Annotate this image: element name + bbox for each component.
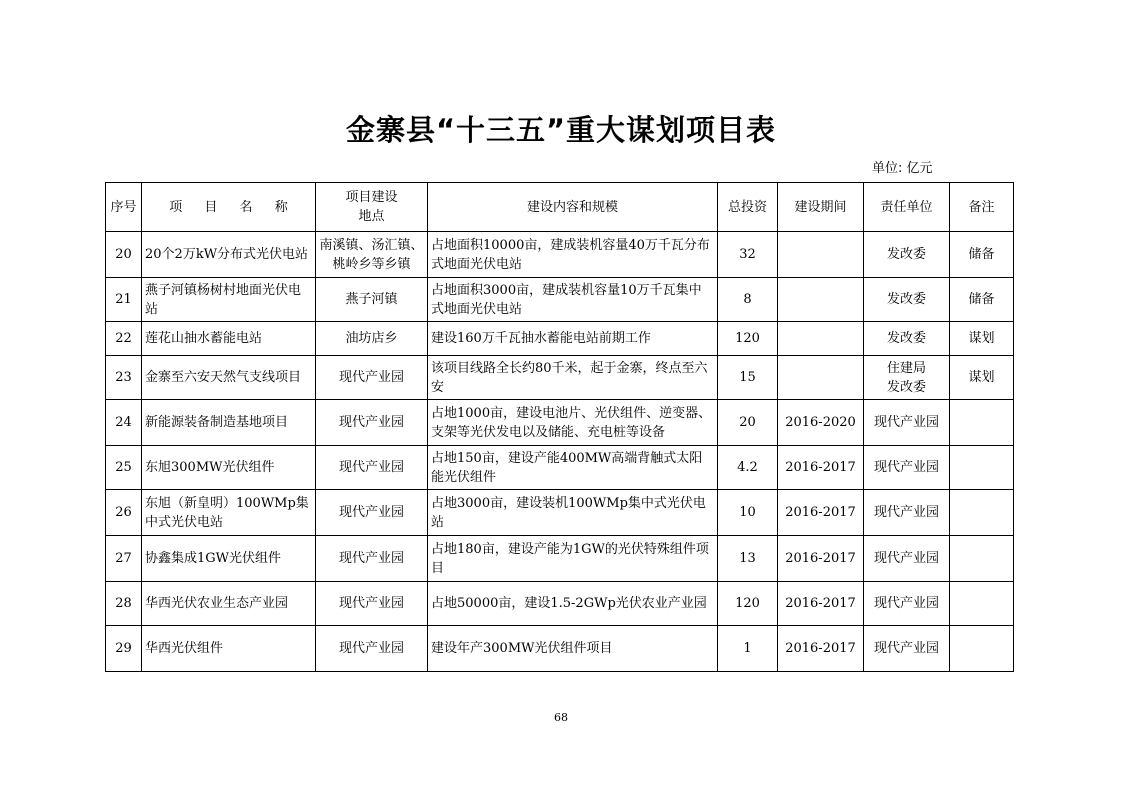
cell-name: 燕子河镇杨树村地面光伏电站 <box>142 278 316 322</box>
cell-seq: 24 <box>106 400 142 446</box>
cell-investment: 1 <box>718 626 778 672</box>
cell-seq: 28 <box>106 582 142 626</box>
cell-seq: 23 <box>106 356 142 400</box>
cell-remark: 储备 <box>950 232 1014 278</box>
cell-unit: 发改委 <box>864 322 950 356</box>
cell-period <box>778 322 864 356</box>
page-title: 金寨县“十三五”重大谋划项目表 <box>345 113 777 147</box>
cell-seq: 27 <box>106 536 142 582</box>
table-row <box>106 536 1014 582</box>
header-period: 建设期间 <box>778 183 864 232</box>
cell-content: 占地50000亩，建设1.5-2GWp光伏农业产业园 <box>428 582 718 626</box>
cell-location: 油坊店乡 <box>316 322 428 356</box>
cell-period: 2016-2017 <box>778 582 864 626</box>
cell-location: 现代产业园 <box>316 400 428 446</box>
cell-content: 该项目线路全长约80千米，起于金寨，终点至六安 <box>428 356 718 400</box>
cell-investment: 8 <box>718 278 778 322</box>
cell-content: 建设年产300MW光伏组件项目 <box>428 626 718 672</box>
cell-name: 东旭300MW光伏组件 <box>142 446 316 490</box>
unit-label: 单位: 亿元 <box>872 161 933 176</box>
cell-period: 2016-2017 <box>778 490 864 536</box>
cell-unit: 现代产业园 <box>864 626 950 672</box>
table-row <box>106 626 1014 672</box>
cell-period: 2016-2017 <box>778 446 864 490</box>
cell-investment: 120 <box>718 322 778 356</box>
cell-content: 占地面积3000亩，建成装机容量10万千瓦集中式地面光伏电站 <box>428 278 718 322</box>
table-row <box>106 356 1014 400</box>
cell-unit: 现代产业园 <box>864 536 950 582</box>
cell-name: 协鑫集成1GW光伏组件 <box>142 536 316 582</box>
cell-investment: 4.2 <box>718 446 778 490</box>
cell-unit: 住建局 发改委 <box>864 356 950 400</box>
cell-period: 2016-2020 <box>778 400 864 446</box>
cell-investment: 120 <box>718 582 778 626</box>
cell-remark: 谋划 <box>950 322 1014 356</box>
cell-location: 南溪镇、汤汇镇、桃岭乡等乡镇 <box>316 232 428 278</box>
table-row <box>106 232 1014 278</box>
header-name <box>142 183 316 232</box>
cell-seq: 21 <box>106 278 142 322</box>
cell-unit: 现代产业园 <box>864 400 950 446</box>
cell-content: 建设160万千瓦抽水蓄能电站前期工作 <box>428 322 718 356</box>
cell-name: 莲花山抽水蓄能电站 <box>142 322 316 356</box>
cell-location: 燕子河镇 <box>316 278 428 322</box>
table-row <box>106 400 1014 446</box>
cell-unit: 发改委 <box>864 278 950 322</box>
cell-period: 2016-2017 <box>778 626 864 672</box>
cell-name: 20个2万kW分布式光伏电站 <box>142 232 316 278</box>
cell-investment: 10 <box>718 490 778 536</box>
cell-name: 新能源装备制造基地项目 <box>142 400 316 446</box>
header-seq: 序号 <box>106 183 142 232</box>
cell-name: 华西光伏农业生态产业园 <box>142 582 316 626</box>
cell-investment: 13 <box>718 536 778 582</box>
cell-seq: 20 <box>106 232 142 278</box>
cell-content: 占地面积10000亩，建成装机容量40万千瓦分布式地面光伏电站 <box>428 232 718 278</box>
cell-content: 占地3000亩，建设装机100WMp集中式光伏电站 <box>428 490 718 536</box>
cell-investment: 15 <box>718 356 778 400</box>
cell-period <box>778 278 864 322</box>
header-name-label: 项 目 名 称 <box>169 199 288 215</box>
header-content: 建设内容和规模 <box>428 183 718 232</box>
cell-period <box>778 356 864 400</box>
cell-remark <box>950 446 1014 490</box>
cell-remark <box>950 582 1014 626</box>
cell-remark <box>950 626 1014 672</box>
cell-location: 现代产业园 <box>316 490 428 536</box>
header-location-line2: 地点 <box>358 209 385 224</box>
cell-period <box>778 232 864 278</box>
cell-remark: 谋划 <box>950 356 1014 400</box>
cell-unit: 现代产业园 <box>864 582 950 626</box>
table-row <box>106 322 1014 356</box>
cell-location: 现代产业园 <box>316 582 428 626</box>
table-row <box>106 490 1014 536</box>
table-row <box>106 446 1014 490</box>
cell-location: 现代产业园 <box>316 626 428 672</box>
cell-investment: 32 <box>718 232 778 278</box>
cell-seq: 22 <box>106 322 142 356</box>
cell-unit: 现代产业园 <box>864 490 950 536</box>
header-unit: 责任单位 <box>864 183 950 232</box>
cell-remark <box>950 400 1014 446</box>
cell-seq: 25 <box>106 446 142 490</box>
cell-unit: 发改委 <box>864 232 950 278</box>
cell-location: 现代产业园 <box>316 356 428 400</box>
page-number: 68 <box>554 711 568 724</box>
cell-seq: 26 <box>106 490 142 536</box>
header-location <box>316 183 428 232</box>
table-row <box>106 582 1014 626</box>
cell-remark <box>950 536 1014 582</box>
cell-remark: 储备 <box>950 278 1014 322</box>
cell-name: 东旭（新皇明）100WMp集中式光伏电站 <box>142 490 316 536</box>
cell-content: 占地180亩，建设产能为1GW的光伏特殊组件项目 <box>428 536 718 582</box>
cell-content: 占地150亩，建设产能400MW高端背触式太阳能光伏组件 <box>428 446 718 490</box>
cell-location: 现代产业园 <box>316 536 428 582</box>
cell-remark <box>950 490 1014 536</box>
cell-name: 华西光伏组件 <box>142 626 316 672</box>
cell-seq: 29 <box>106 626 142 672</box>
header-investment: 总投资 <box>718 183 778 232</box>
cell-location: 现代产业园 <box>316 446 428 490</box>
cell-name: 金寨至六安天然气支线项目 <box>142 356 316 400</box>
cell-content: 占地1000亩，建设电池片、光伏组件、逆变器、支架等光伏发电以及储能、充电桩等设备 <box>428 400 718 446</box>
table-body <box>106 232 1014 672</box>
project-table <box>105 182 1014 672</box>
table-row <box>106 278 1014 322</box>
cell-investment: 20 <box>718 400 778 446</box>
table-header-row <box>106 183 1014 232</box>
header-location-line1: 项目建设 <box>345 190 398 205</box>
cell-period: 2016-2017 <box>778 536 864 582</box>
header-remark: 备注 <box>950 183 1014 232</box>
cell-unit: 现代产业园 <box>864 446 950 490</box>
